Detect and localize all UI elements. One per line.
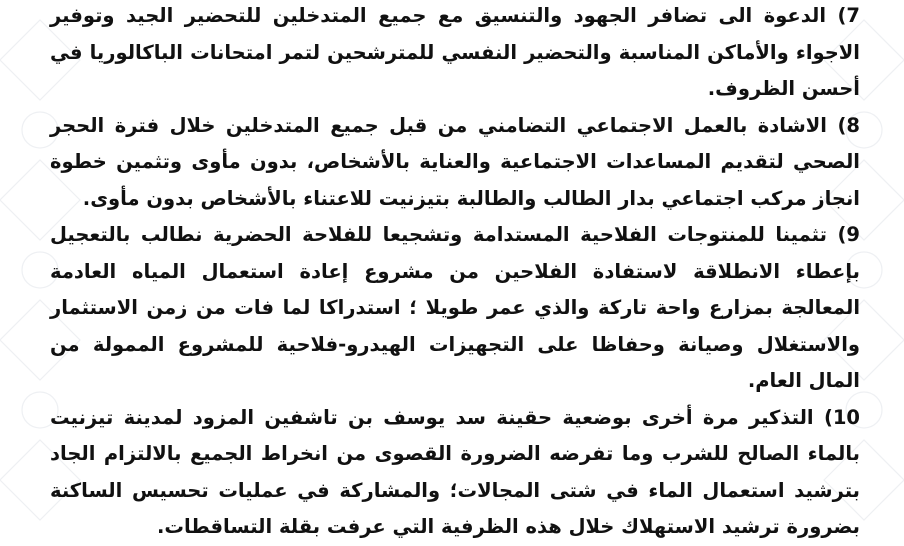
list-item-10 xyxy=(50,400,860,546)
item-number: 8) xyxy=(837,113,860,137)
item-text: الدعوة الى تضافر الجهود والتنسيق مع جميع المتدخلين للتحضير الجيد وتوفير الاجواء والأماكن المناسبة والتحضير النفسي للمترشحين لتمر امتحانات الباكالوريا في أحسن الظروف. xyxy=(50,4,860,100)
list-item-9 xyxy=(50,217,860,400)
item-number: 7) xyxy=(837,4,860,27)
item-text: التذكير مرة أخرى بوضعية حقينة سد يوسف بن تاشفين المزود لمدينة تيزنيت بالماء الصالح للشرب وما تفرضه الضرورة القصوى من انخراط الجميع بالالتزام الجاد بترشيد استعمال الماء في شتى المجالات؛ والمشاركة في عمليات تحسيس الساكنة بضرورة ترشيد الاستهلاك خلال هذه الظرفية التي عرفت بقلة التساقطات. xyxy=(50,405,860,538)
item-number: 10) xyxy=(823,405,860,429)
list-item-7 xyxy=(50,0,860,108)
list-item-8 xyxy=(50,108,860,218)
item-text: تثمينا للمنتوجات الفلاحية المستدامة وتشجيعا للفلاحة الحضرية نطالب بالتعجيل بإعطاء الانطلاقة لاستفادة الفلاحين من مشروع إعادة استعمال المياه العادمة المعالجة بمزارع واحة تاركة والذي عمر طويلا ؛ استدراكا لما فات من زمن الاستثمار والاستغلال وصيانة وحفاظا على التجهيزات الهيدرو-فلاحية للمشروع الممولة من المال العام. xyxy=(50,223,860,392)
item-number: 9) xyxy=(837,223,860,246)
item-text: الاشادة بالعمل الاجتماعي التضامني من قبل جميع المتدخلين خلال فترة الحجر الصحي لتقديم المساعدات الاجتماعية والعناية بالأشخاص، بدون مأوى وتثمين خطوة انجاز مركب اجتماعي بدار الطالب والطالبة بتيزنيت للاعتناء بالأشخاص بدون مأوى. xyxy=(50,113,860,210)
